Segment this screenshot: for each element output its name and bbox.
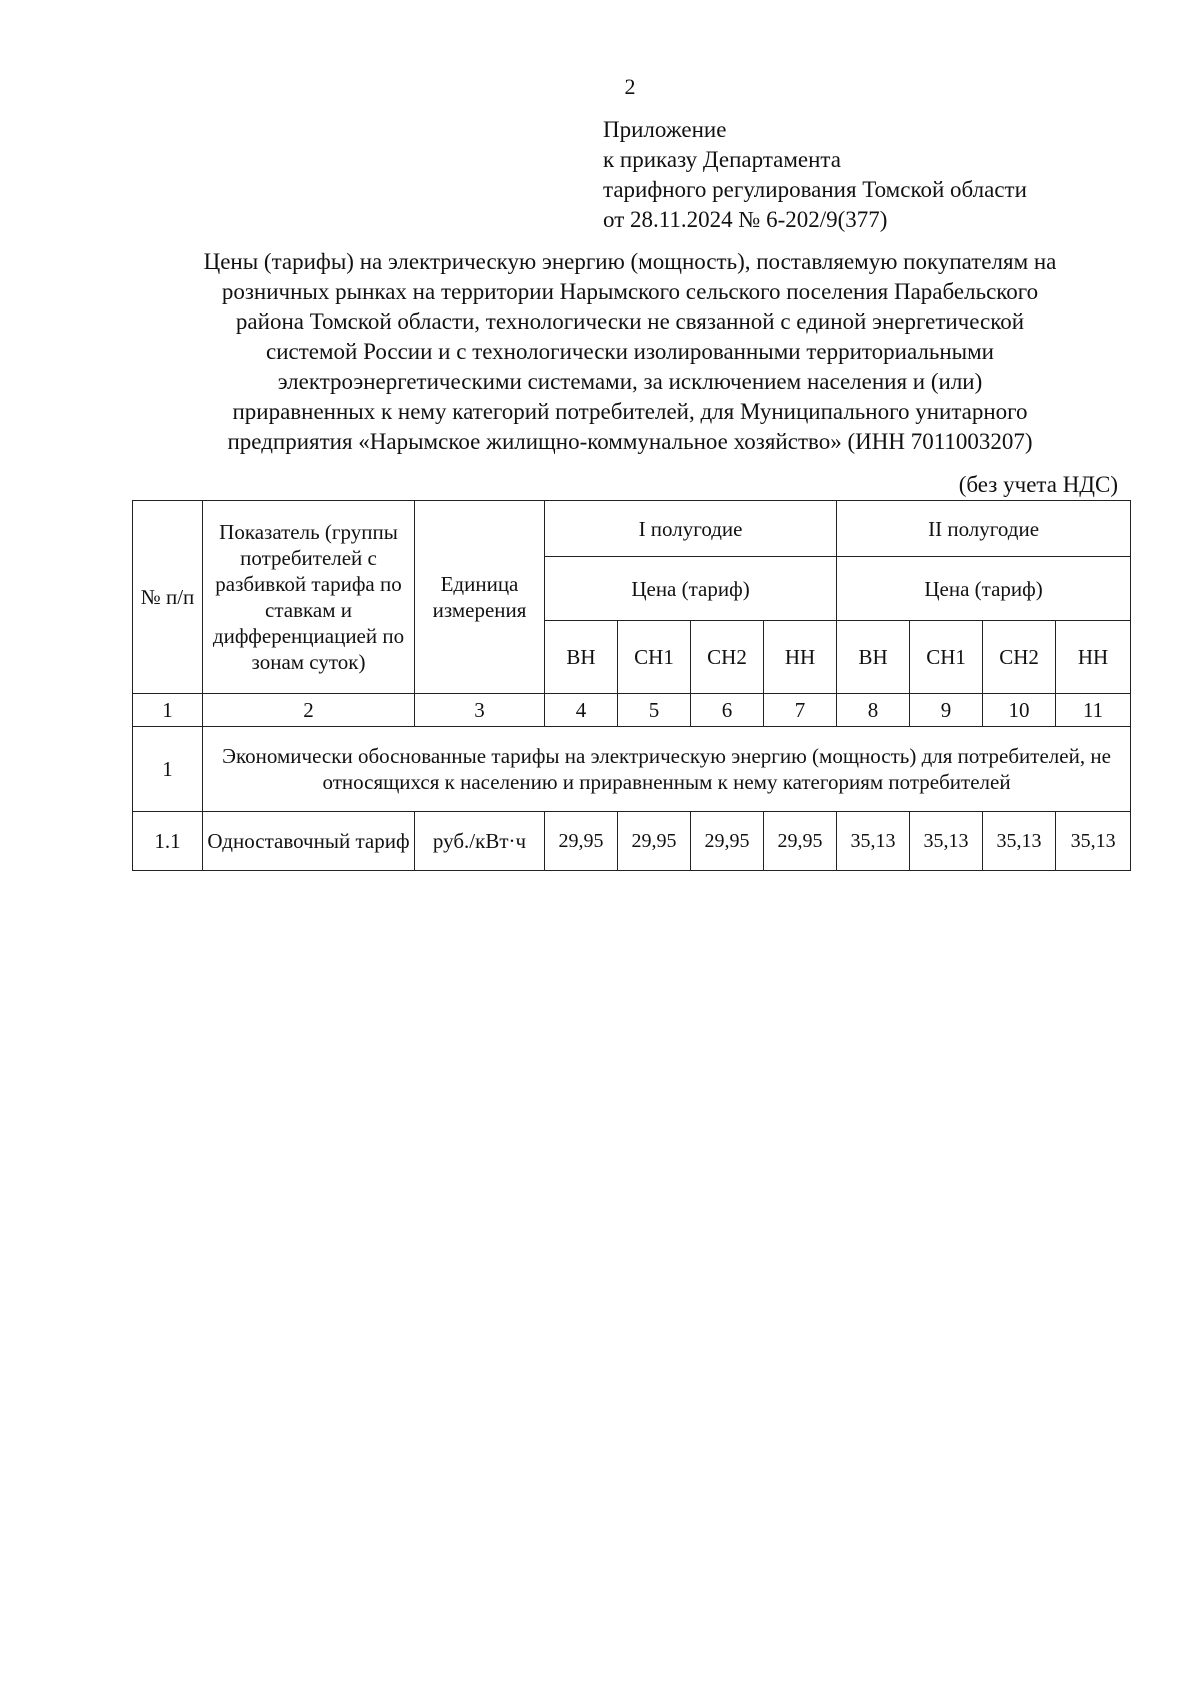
column-number: 3 — [415, 694, 545, 727]
appendix-line: Приложение — [603, 117, 727, 142]
title-line: Цены (тарифы) на электрическую энергию (мощность), поставляемую покупателям на — [203, 249, 1057, 274]
column-number: 10 — [983, 694, 1056, 727]
column-number: 4 — [545, 694, 618, 727]
appendix-line: от 28.11.2024 № 6-202/9(377) — [603, 207, 888, 232]
voltage-level: СН1 — [618, 621, 691, 694]
section-no: 1 — [133, 727, 203, 812]
title-line: розничных рынках на территории Нарымского сельского поселения Парабельского — [221, 279, 1039, 304]
section-row — [133, 727, 1131, 812]
voltage-level: НН — [1056, 621, 1131, 694]
column-number: 9 — [910, 694, 983, 727]
tariff-value: 35,13 — [837, 812, 910, 871]
column-number: 2 — [203, 694, 415, 727]
voltage-level: НН — [764, 621, 837, 694]
header-no: № п/п — [133, 501, 203, 694]
appendix-block — [603, 115, 1027, 235]
row-no: 1.1 — [133, 812, 203, 871]
header-indicator: Показатель (группы потребителей с разбивкой тарифа по ставкам и дифференциацией по зонам суток) — [203, 501, 415, 694]
document-title — [130, 247, 1130, 457]
vat-note: (без учета НДС) — [958, 472, 1118, 497]
voltage-level: СН2 — [691, 621, 764, 694]
row-name: Одноставочный тариф — [203, 812, 415, 871]
header-half-2: II полугодие — [837, 501, 1131, 557]
title-line: системой России и с технологически изолированными территориальными — [266, 339, 994, 364]
tariff-value: 35,13 — [910, 812, 983, 871]
column-number: 1 — [133, 694, 203, 727]
column-number: 5 — [618, 694, 691, 727]
section-text: Экономически обоснованные тарифы на электрическую энергию (мощность) для потребителей, не относящихся к населению и приравненным к нему категориям потребителей — [203, 727, 1131, 812]
title-line: электроэнергетическими системами, за исключением населения и (или) — [277, 369, 983, 394]
table-row — [133, 812, 1131, 871]
title-line: приравненных к нему категорий потребителей, для Муниципального унитарного — [232, 399, 1028, 424]
column-number-row — [133, 694, 1131, 727]
header-price-2: Цена (тариф) — [837, 557, 1131, 621]
voltage-level: СН1 — [910, 621, 983, 694]
column-number: 7 — [764, 694, 837, 727]
title-line: предприятия «Нарымское жилищно-коммунальное хозяйство» (ИНН 7011003207) — [227, 429, 1033, 454]
column-number: 11 — [1056, 694, 1131, 727]
voltage-level: ВН — [837, 621, 910, 694]
title-line: района Томской области, технологически не связанной с единой энергетической — [235, 309, 1025, 334]
tariff-value: 29,95 — [691, 812, 764, 871]
column-number: 8 — [837, 694, 910, 727]
appendix-line: к приказу Департамента — [603, 147, 841, 172]
column-number: 6 — [691, 694, 764, 727]
tariff-value: 35,13 — [1056, 812, 1131, 871]
tariff-value: 29,95 — [545, 812, 618, 871]
header-row — [133, 501, 1131, 557]
header-half-1: I полугодие — [545, 501, 837, 557]
appendix-line: тарифного регулирования Томской области — [603, 177, 1027, 202]
header-unit: Единица измерения — [415, 501, 545, 694]
header-price-1: Цена (тариф) — [545, 557, 837, 621]
tariff-table — [132, 500, 1131, 871]
tariff-value: 29,95 — [764, 812, 837, 871]
voltage-level: СН2 — [983, 621, 1056, 694]
tariff-value: 29,95 — [618, 812, 691, 871]
row-unit: руб./кВт·ч — [415, 812, 545, 871]
tariff-value: 35,13 — [983, 812, 1056, 871]
page-number: 2 — [624, 74, 636, 99]
voltage-level: ВН — [545, 621, 618, 694]
